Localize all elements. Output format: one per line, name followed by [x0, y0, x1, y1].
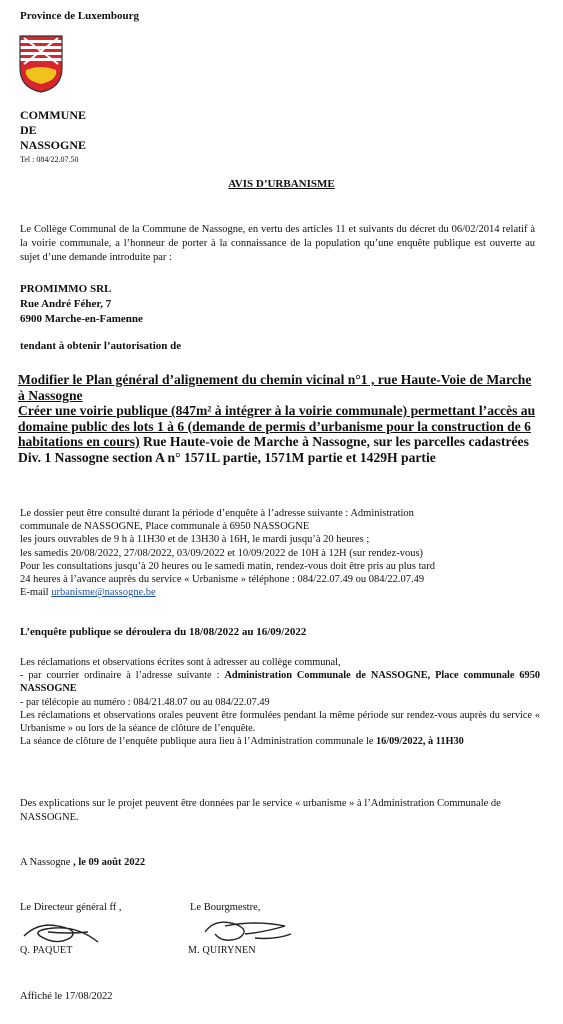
object-location: Rue Haute-voie de Marche à Nassogne, sur les parcelles cadastrées Div. 1 Nassogne section A n° 1571L partie, 1571M partie et 1429H partie [18, 434, 529, 465]
mayor-title: Le Bourgmestre, [190, 902, 261, 913]
commune-name [20, 108, 86, 153]
commune-line: NASSOGNE [20, 138, 87, 152]
enquete-dates: L’enquête publique se déroulera du 18/08/2022 au 16/09/2022 [20, 626, 307, 638]
reclamation-fax: - par télécopie au numéro : 084/21.48.07 ou au 084/22.07.49 [20, 696, 270, 708]
email-link[interactable]: urbanisme@nassogne.be [51, 587, 156, 599]
applicant-block [20, 282, 143, 327]
commune-crest-icon [18, 34, 64, 94]
signature-date-value: , le 09 août 2022 [73, 857, 146, 868]
explanations-paragraph: Des explications sur le projet peuvent être données par le service « urbanisme » à l’Administration Communale de NASSOGNE. [20, 798, 501, 823]
consultation-line: communale de NASSOGNE, Place communale à 6950 NASSOGNE [20, 521, 310, 533]
reclamation-line: Les réclamations et observations écrites sont à adresser au collège communal, [20, 657, 341, 668]
consultation-line: les jours ouvrables de 9 h à 11H30 et de 13H30 à 16H, le mardi jusqu’à 20 heures ; [20, 534, 370, 546]
commune-line: COMMUNE [20, 108, 86, 122]
consultation-line: Le dossier peut être consulté durant la période d’enquête à l’adresse suivante : Administration [20, 508, 414, 519]
director-signature-icon [18, 912, 118, 948]
email-label: E-mail [20, 587, 52, 599]
posting-date: Affiché le 17/08/2022 [20, 991, 113, 1002]
intro-paragraph: Le Collège Communal de la Commune de Nassogne, en vertu des articles 11 et suivants du décret du 06/02/2014 relatif à la voirie communale, a l’honneur de porter à la connaissance de la population qu’une enquête publique est ouverte au sujet d’une demande introduite par : [20, 224, 535, 263]
object-voirie: Créer une voirie publique (847m² à intégrer à la voirie communale) permettant l’accès au domaine public des lots 1 à 6 (demande de permis d’urbanisme pour la construction de 6 habitations en cours) [18, 403, 536, 449]
province-name: Province de Luxembourg [20, 10, 139, 22]
request-intro: tendant à obtenir l’autorisation de [20, 340, 182, 352]
commune-line: DE [20, 123, 37, 137]
director-name: Q. PAQUET [20, 945, 73, 956]
consultation-line: 24 heures à l’avance auprès du service « Urbanisme » téléphone : 084/22.07.49 ou 084/22.07.49 [20, 574, 425, 586]
reclamation-mail-label: - par courrier ordinaire à l’adresse suivante : [20, 670, 225, 682]
consultation-line: les samedis 20/08/2022, 27/08/2022, 03/09/2022 et 10/09/2022 de 10H à 12H (sur rendez-vous) [20, 547, 424, 559]
applicant-street: Rue André Féher, 7 [20, 298, 112, 310]
request-object [18, 372, 538, 465]
signature-place: A Nassogne [20, 857, 74, 868]
closing-session-date: 16/09/2022, à 11H30 [375, 736, 464, 748]
object-plan: Modifier le Plan général d’alignement du chemin vicinal n°1 , rue Haute-Voie de Marche à Nassogne [18, 372, 532, 403]
reclamation-mail-address: Administration Communale de NASSOGNE, Place communale 6950 NASSOGNE [20, 670, 540, 695]
page-title: AVIS D’URBANISME [228, 178, 335, 190]
consultation-line: Pour les consultations jusqu’à 20 heures ou le samedi matin, rendez-vous doit être pris au plus tard [20, 560, 435, 572]
mayor-signature-icon [195, 910, 305, 946]
reclamations-block [20, 656, 540, 748]
closing-session-label: La séance de clôture de l’enquête publique aura lieu à l’Administration communale le [20, 736, 376, 748]
reclamation-oral: Les réclamations et observations orales peuvent être formulées pendant la même période sur rendez-vous auprès du service « Urbanisme » ou lors de la séance de clôture de l’enquête. [20, 709, 540, 735]
applicant-city: 6900 Marche-en-Famenne [20, 313, 143, 325]
signature-date [20, 857, 145, 868]
consultation-block [20, 507, 540, 599]
director-title: Le Directeur général ff , [20, 902, 122, 913]
applicant-name: PROMIMMO SRL [20, 283, 112, 295]
mayor-name: M. QUIRYNEN [188, 945, 256, 956]
telephone: Tel : 084/22.07.50 [20, 155, 79, 164]
